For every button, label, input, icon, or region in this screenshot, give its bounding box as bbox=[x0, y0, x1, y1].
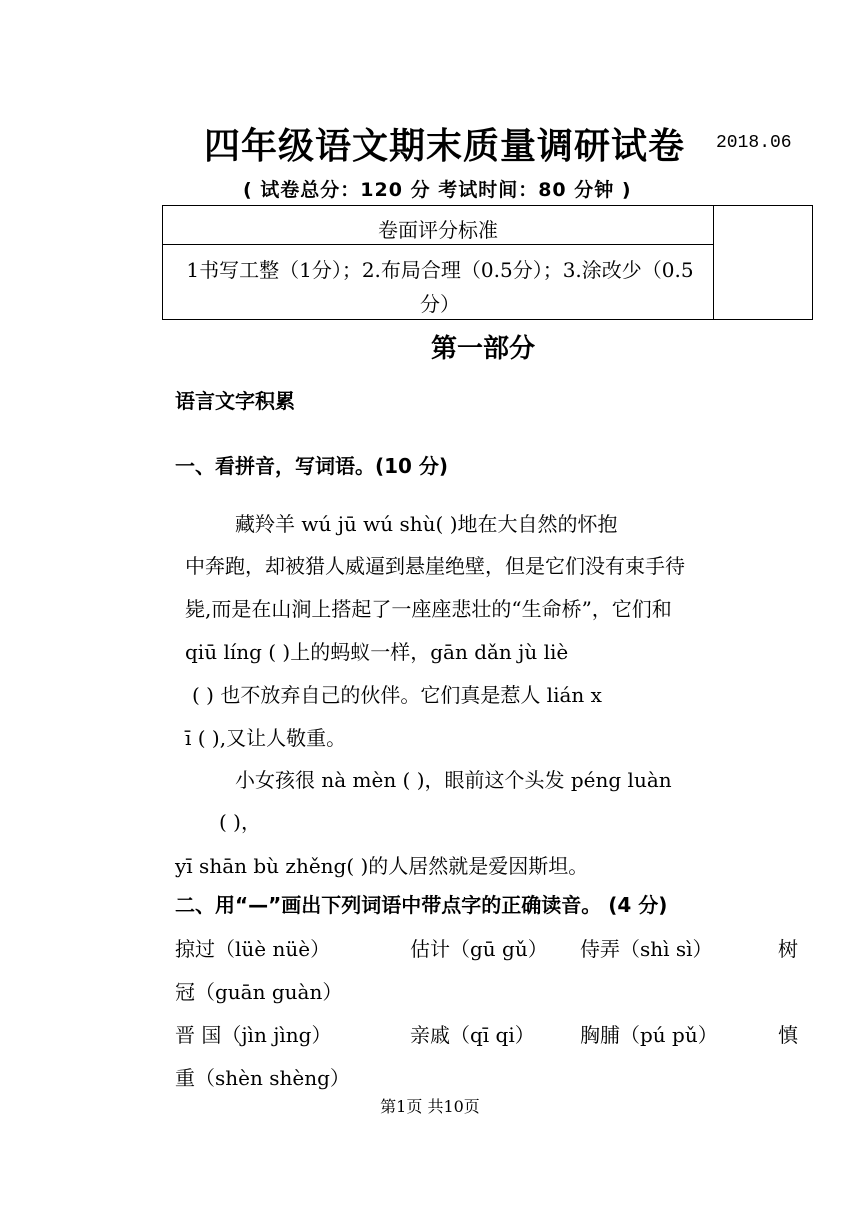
pronunciation-item: 估计（gū gǔ） bbox=[410, 937, 548, 961]
exam-date: 2018.06 bbox=[716, 133, 792, 153]
question-1-line: ( ) 也不放弃自己的伙伴。它们真是惹人 lián x bbox=[192, 683, 602, 707]
pronunciation-item: 亲戚（qī qi） bbox=[410, 1023, 535, 1047]
pronunciation-item: 胸脯（pú pǔ） bbox=[580, 1023, 718, 1047]
pronunciation-item: 慎 bbox=[778, 1023, 798, 1047]
question-1-line: 小女孩很 nà mèn ( )，眼前这个头发 péng luàn bbox=[235, 768, 672, 792]
score-table bbox=[162, 205, 813, 320]
pronunciation-item: 冠（guān guàn） bbox=[175, 980, 343, 1004]
question-1-line: ī ( ),又让人敬重。 bbox=[185, 726, 347, 750]
exam-subtitle: ( 试卷总分：120 分 考试时间：80 分钟 ) bbox=[243, 179, 632, 201]
table-divider bbox=[163, 244, 713, 245]
question-1-line: qiū líng ( )上的蚂蚁一样，gān dǎn jù liè bbox=[185, 640, 569, 664]
question-1-line: 毙,而是在山涧上搭起了一座座悲壮的“生命桥”，它们和 bbox=[185, 597, 672, 621]
page-footer: 第1页 共10页 bbox=[380, 1097, 480, 1116]
pronunciation-item: 重（shèn shèng） bbox=[175, 1066, 350, 1090]
score-table-heading: 卷面评分标准 bbox=[378, 218, 498, 242]
pronunciation-item: 侍弄（shì sì） bbox=[580, 937, 713, 961]
question-2-title: 二、用“—”画出下列词语中带点字的正确读音。 (4 分) bbox=[175, 893, 668, 917]
table-divider bbox=[713, 206, 714, 319]
question-1-line: 中奔跑，却被猎人威逼到悬崖绝壁，但是它们没有束手待 bbox=[185, 554, 685, 578]
question-1-line: yī shān bù zhěng( )的人居然就是爱因斯坦。 bbox=[175, 854, 589, 878]
pronunciation-item: 掠过（lüè nüè） bbox=[175, 937, 331, 961]
pronunciation-item: 树 bbox=[778, 937, 798, 961]
section-title: 语言文字积累 bbox=[175, 389, 295, 413]
exam-title: 四年级语文期末质量调研试卷 bbox=[204, 126, 686, 167]
question-1-line: 藏羚羊 wú jū wú shù( )地在大自然的怀抱 bbox=[235, 512, 618, 536]
pronunciation-item: 晋 国（jìn jìng） bbox=[175, 1023, 332, 1047]
part-title: 第一部分 bbox=[431, 334, 536, 364]
question-1-line: ( )， bbox=[219, 810, 261, 834]
score-table-criteria: 1书写工整（1分）；2.布局合理（0.5分）；3.涂改少（0.5分） bbox=[186, 258, 694, 316]
question-1-title: 一、看拼音，写词语。(10 分) bbox=[175, 454, 449, 478]
